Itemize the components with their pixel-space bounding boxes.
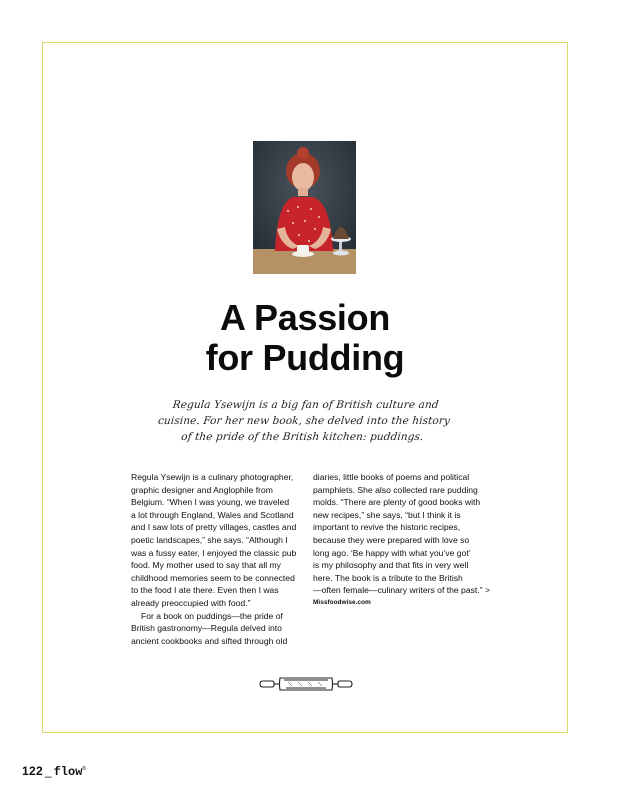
body-line: Belgium. “When I was young, we traveled [131,497,290,508]
page-number: 122 [22,764,43,778]
footer-separator: _ [44,764,52,778]
body-line: was a fussy eater, I enjoyed the classic pub [131,547,297,558]
brand-logo: flow [53,765,83,779]
article-title-line-2: for Pudding [205,337,405,378]
body-line: ancient cookbooks and sifted through old [131,635,288,646]
body-line: to the food I ate there. Even then I was [131,585,279,596]
body-line: a lot through England, Wales and Scotland [131,509,294,520]
body-line: already preoccupied with food.” [131,597,251,608]
source-url: Missfoodwise.com [313,598,371,606]
intro-line: cuisine. For her new book, she delved into the history [157,415,451,427]
body-line: here. The book is a tribute to the British [313,572,463,583]
body-line: pamphlets. She also collected rare pudding [313,484,478,495]
article-title-line-1: A Passion [219,297,391,338]
body-line: diaries, little books of poems and political [313,472,470,482]
body-line: because they were prepared with love so [313,534,470,545]
brand-mark: ® [82,766,87,772]
body-line: poetic landscapes,” she says. “Although I [131,534,288,545]
body-line: long ago. ‘Be happy with what you’ve got’ [313,547,471,558]
body-line: molds. “There are plenty of good books with [313,497,481,508]
body-line: childhood memories seem to be connected [131,572,295,583]
body-column-left [131,471,297,647]
body-line: important to revive the historic recipes, [313,522,461,533]
intro-line: of the pride of the British kitchen: puddings. [180,431,425,443]
rolling-pin-icon [258,674,354,694]
body-line: Regula Ysewijn is a culinary photographer, [131,472,294,482]
page-footer [22,764,86,779]
body-line: —often female—culinary writers of the past.” > [313,585,490,596]
body-line: British gastronomy—Regula delved into [131,623,282,634]
body-column-right [313,471,490,610]
body-line: and I saw lots of pretty villages, castles and [131,522,297,533]
intro-line: Regula Ysewijn is a big fan of British culture and [172,399,440,411]
body-line: new recipes,” she says, “but I think it is [313,509,461,520]
portrait-photo [253,141,356,274]
body-line: is my philosophy and that fits in very well [313,560,469,571]
body-line: For a book on puddings—the pride of [141,610,283,621]
body-line: graphic designer and Anglophile from [131,484,273,495]
article-intro [155,397,452,445]
body-line: food. My mother used to say that all my [131,560,281,571]
